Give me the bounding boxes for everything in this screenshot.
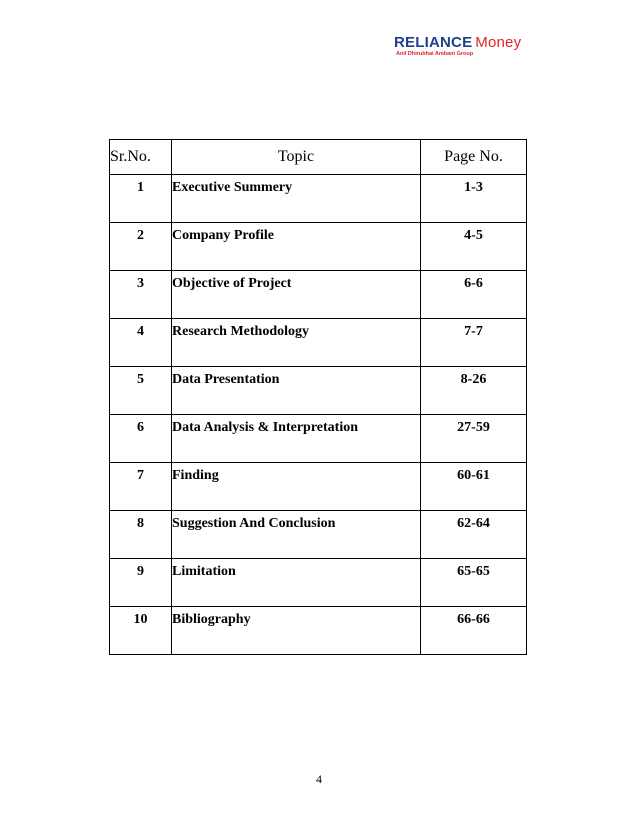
table-row <box>110 175 527 223</box>
row-sr-no: 9 <box>110 559 172 607</box>
logo-wordmark <box>394 34 521 51</box>
table-row <box>110 367 527 415</box>
row-sr-no: 2 <box>110 223 172 271</box>
logo-money-text: Money <box>475 34 522 51</box>
row-page-no: 4-5 <box>421 223 527 271</box>
row-page-no: 66-66 <box>421 607 527 655</box>
row-page-no: 1-3 <box>421 175 527 223</box>
table-row <box>110 223 527 271</box>
table-row <box>110 607 527 655</box>
table-row <box>110 511 527 559</box>
row-page-no: 6-6 <box>421 271 527 319</box>
row-topic: Research Methodology <box>172 319 421 367</box>
table-row <box>110 463 527 511</box>
row-sr-no: 5 <box>110 367 172 415</box>
logo-tagline: Anil Dhirubhai Ambani Group <box>396 51 474 57</box>
header-topic: Topic <box>172 140 421 175</box>
row-sr-no: 10 <box>110 607 172 655</box>
row-topic: Bibliography <box>172 607 421 655</box>
row-sr-no: 7 <box>110 463 172 511</box>
row-topic: Finding <box>172 463 421 511</box>
row-topic: Executive Summery <box>172 175 421 223</box>
row-page-no: 8-26 <box>421 367 527 415</box>
table-row <box>110 319 527 367</box>
table-row <box>110 559 527 607</box>
row-page-no: 62-64 <box>421 511 527 559</box>
row-sr-no: 6 <box>110 415 172 463</box>
table-row <box>110 415 527 463</box>
row-sr-no: 3 <box>110 271 172 319</box>
row-topic: Objective of Project <box>172 271 421 319</box>
row-sr-no: 1 <box>110 175 172 223</box>
row-sr-no: 8 <box>110 511 172 559</box>
row-topic: Suggestion And Conclusion <box>172 511 421 559</box>
header-page-no: Page No. <box>421 140 527 175</box>
header-sr-no: Sr.No. <box>110 140 172 175</box>
row-topic: Data Analysis & Interpretation <box>172 415 421 463</box>
row-page-no: 27-59 <box>421 415 527 463</box>
logo-brand-text: RELIANCE <box>394 34 473 51</box>
table-header-row <box>110 140 527 175</box>
row-topic: Limitation <box>172 559 421 607</box>
row-page-no: 65-65 <box>421 559 527 607</box>
row-page-no: 7-7 <box>421 319 527 367</box>
row-sr-no: 4 <box>110 319 172 367</box>
page-number: 4 <box>316 772 322 786</box>
row-topic: Data Presentation <box>172 367 421 415</box>
table-row <box>110 271 527 319</box>
reliance-money-logo <box>394 34 554 68</box>
row-topic: Company Profile <box>172 223 421 271</box>
row-page-no: 60-61 <box>421 463 527 511</box>
table-of-contents <box>109 139 527 655</box>
